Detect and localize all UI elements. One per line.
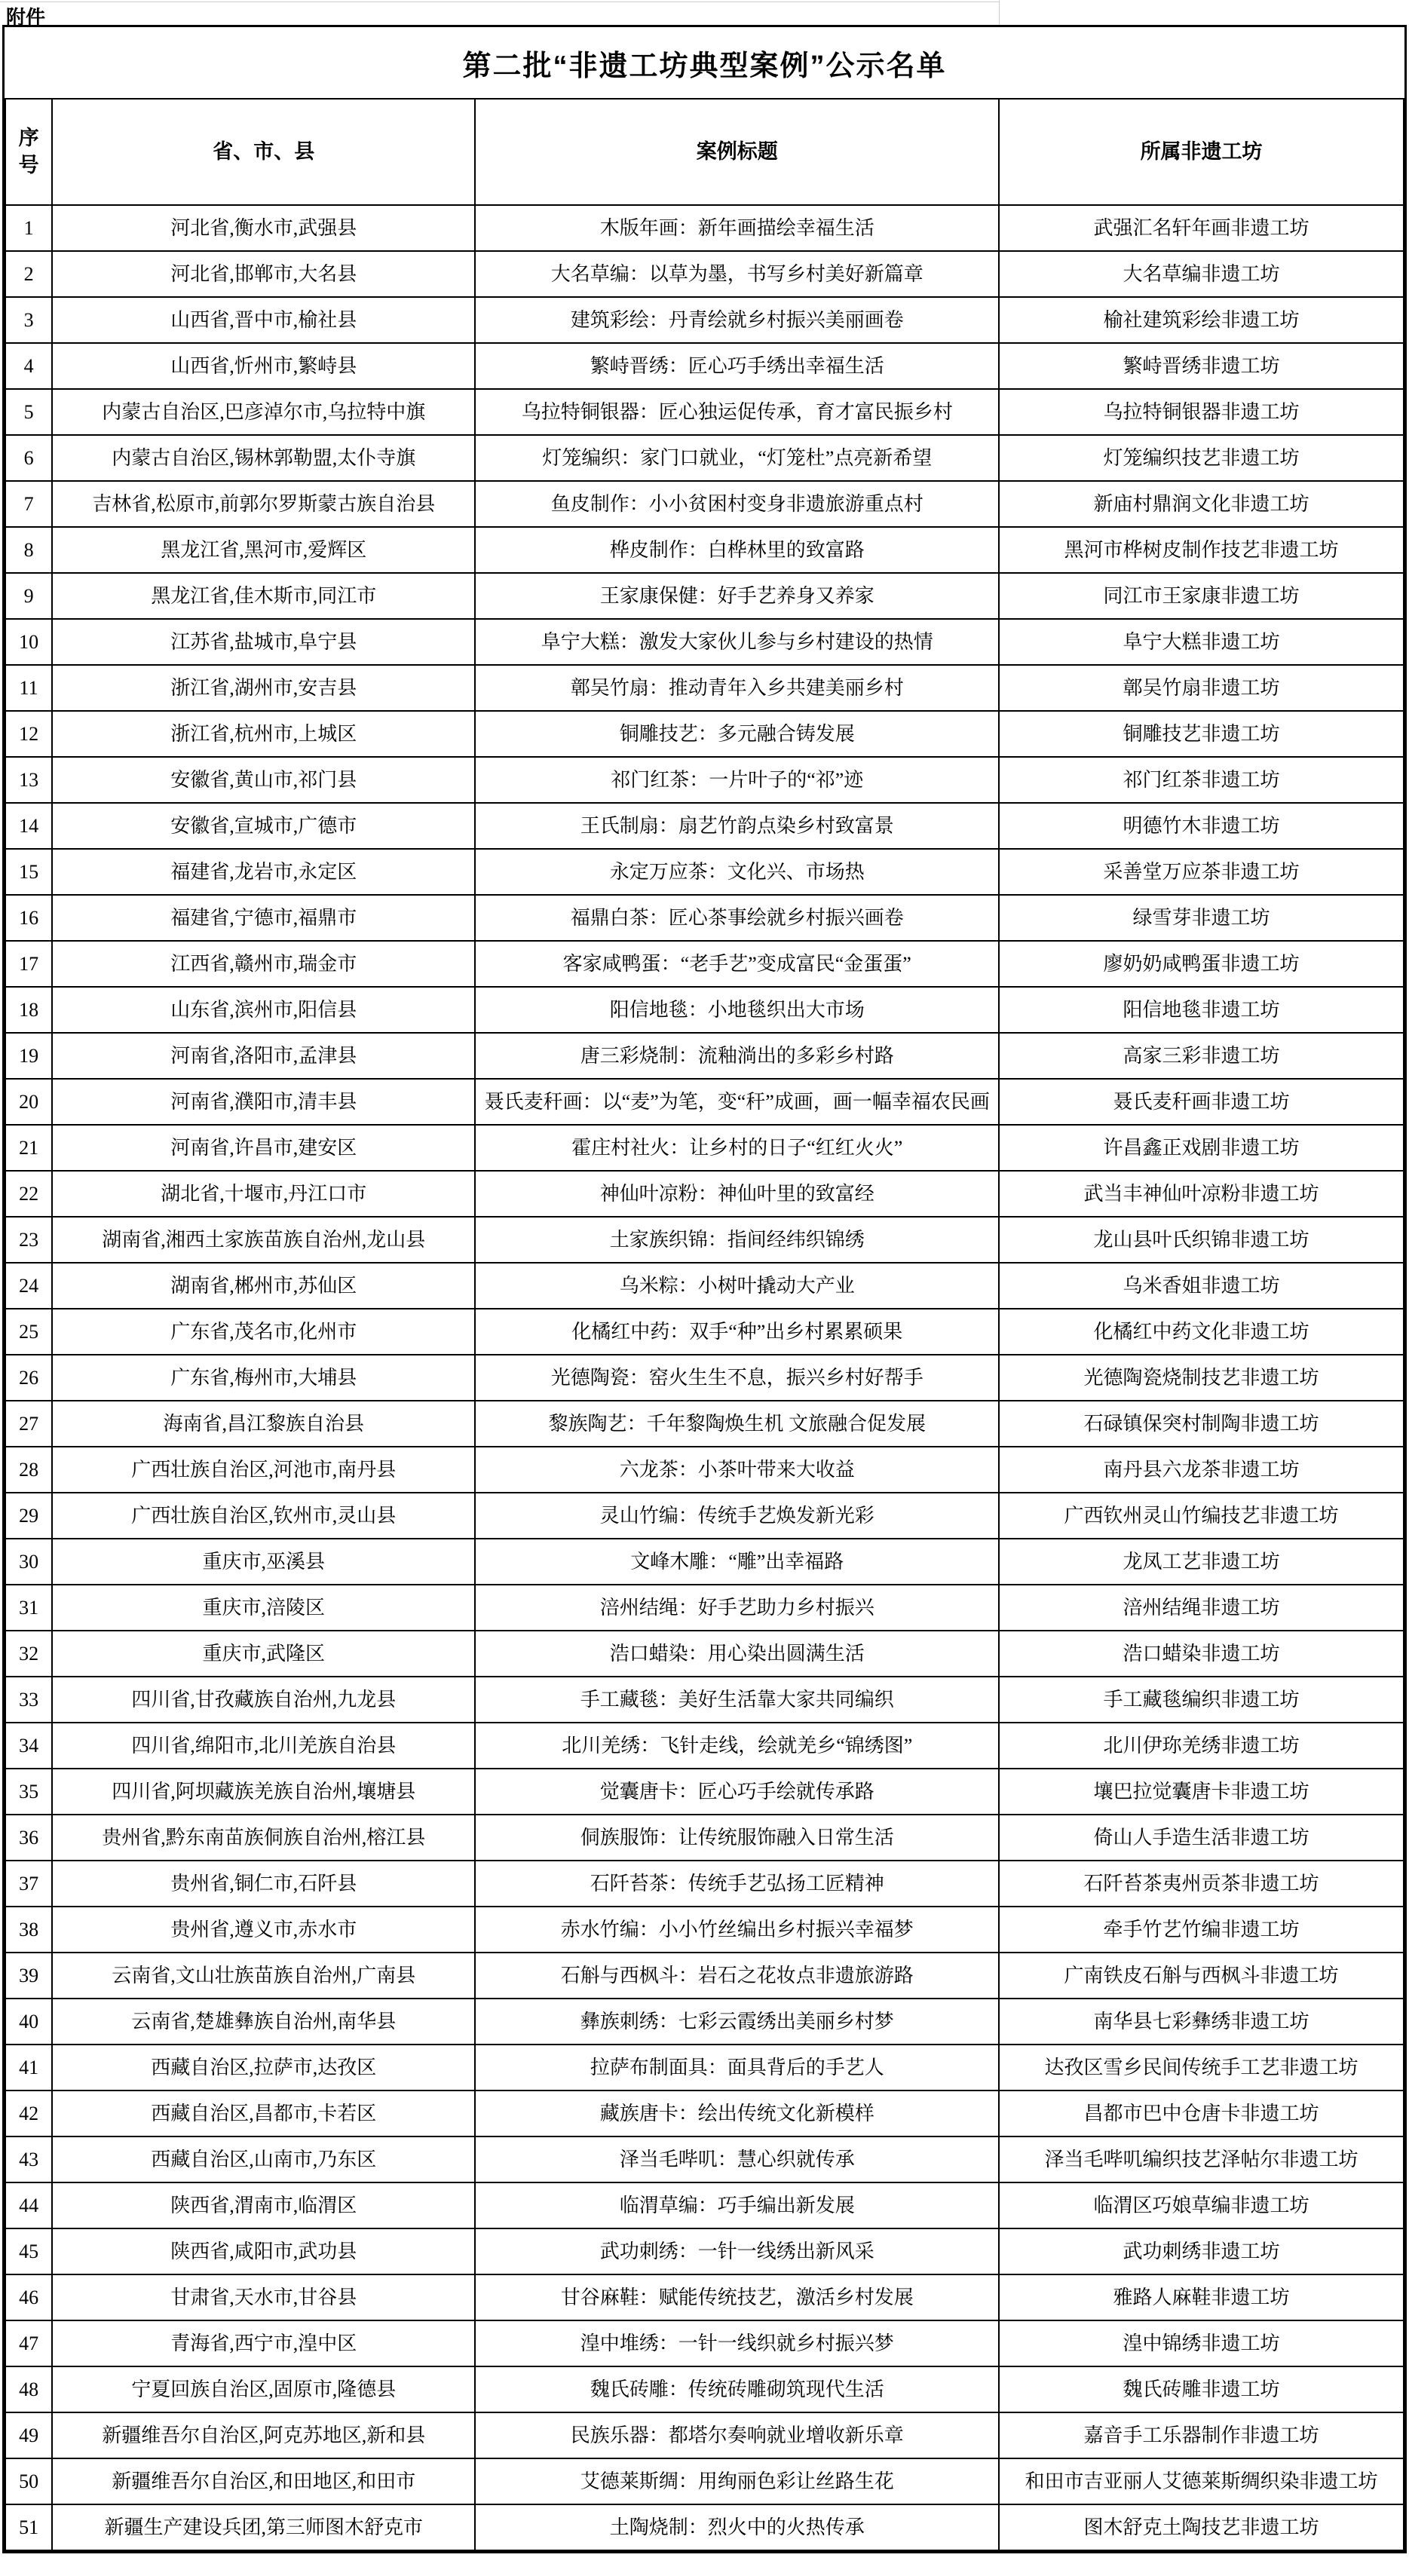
row-workshop: 倚山人手造生活非遗工坊	[999, 1815, 1404, 1861]
row-workshop: 魏氏砖雕非遗工坊	[999, 2366, 1404, 2412]
row-case-title: 藏族唐卡：绘出传统文化新模样	[475, 2091, 999, 2136]
spreadsheet-gridline-vertical	[999, 0, 1000, 25]
row-no: 48	[5, 2366, 52, 2412]
row-workshop: 广南铁皮石斛与西枫斗非遗工坊	[999, 1953, 1404, 1999]
row-case-title: 鱼皮制作：小小贫困村变身非遗旅游重点村	[475, 481, 999, 527]
row-case-title: 泽当毛哔叽：慧心织就传承	[475, 2136, 999, 2182]
row-workshop: 和田市吉亚丽人艾德莱斯绸织染非遗工坊	[999, 2458, 1404, 2504]
row-case-title: 土家族织锦：指间经纬织锦绣	[475, 1217, 999, 1263]
row-no: 16	[5, 895, 52, 941]
table-row	[5, 2458, 1404, 2504]
table-row	[5, 1217, 1404, 1263]
row-region: 云南省,文山壮族苗族自治州,广南县	[52, 1953, 475, 1999]
row-workshop: 嘉音手工乐器制作非遗工坊	[999, 2412, 1404, 2458]
table-row	[5, 1493, 1404, 1539]
row-region: 新疆维吾尔自治区,和田地区,和田市	[52, 2458, 475, 2504]
row-no: 19	[5, 1033, 52, 1079]
row-region: 河南省,濮阳市,清丰县	[52, 1079, 475, 1125]
row-case-title: 木版年画：新年画描绘幸福生活	[475, 205, 999, 251]
row-case-title: 赤水竹编：小小竹丝编出乡村振兴幸福梦	[475, 1907, 999, 1953]
row-region: 广西壮族自治区,钦州市,灵山县	[52, 1493, 475, 1539]
table-row	[5, 1355, 1404, 1401]
table-row	[5, 2412, 1404, 2458]
row-region: 广东省,茂名市,化州市	[52, 1309, 475, 1355]
row-region: 四川省,甘孜藏族自治州,九龙县	[52, 1677, 475, 1723]
case-list-table	[5, 98, 1404, 2551]
row-region: 四川省,绵阳市,北川羌族自治县	[52, 1723, 475, 1769]
row-region: 江苏省,盐城市,阜宁县	[52, 619, 475, 665]
row-region: 浙江省,杭州市,上城区	[52, 711, 475, 757]
row-workshop: 新庙村鼎润文化非遗工坊	[999, 481, 1404, 527]
table-row	[5, 2274, 1404, 2320]
table-row	[5, 1539, 1404, 1585]
row-workshop: 达孜区雪乡民间传统手工艺非遗工坊	[999, 2045, 1404, 2091]
row-case-title: 文峰木雕：“雕”出幸福路	[475, 1539, 999, 1585]
table-row	[5, 1171, 1404, 1217]
row-workshop: 明德竹木非遗工坊	[999, 803, 1404, 849]
document-table	[2, 25, 1407, 2553]
row-workshop: 聂氏麦秆画非遗工坊	[999, 1079, 1404, 1125]
table-row	[5, 987, 1404, 1033]
row-no: 44	[5, 2182, 52, 2228]
row-region: 福建省,龙岩市,永定区	[52, 849, 475, 895]
row-workshop: 南丹县六龙茶非遗工坊	[999, 1447, 1404, 1493]
table-row	[5, 2504, 1404, 2550]
row-workshop: 牵手竹艺竹编非遗工坊	[999, 1907, 1404, 1953]
table-row	[5, 435, 1404, 481]
row-no: 12	[5, 711, 52, 757]
row-case-title: 繁峙晋绣：匠心巧手绣出幸福生活	[475, 343, 999, 389]
row-no: 41	[5, 2045, 52, 2091]
table-row	[5, 1999, 1404, 2045]
row-no: 30	[5, 1539, 52, 1585]
row-workshop: 黑河市桦树皮制作技艺非遗工坊	[999, 527, 1404, 573]
table-row	[5, 1769, 1404, 1815]
table-row	[5, 1033, 1404, 1079]
row-workshop: 浩口蜡染非遗工坊	[999, 1631, 1404, 1677]
row-case-title: 福鼎白茶：匠心茶事绘就乡村振兴画卷	[475, 895, 999, 941]
table-row	[5, 1907, 1404, 1953]
row-case-title: 土陶烧制：烈火中的火热传承	[475, 2504, 999, 2550]
row-no: 11	[5, 665, 52, 711]
row-region: 云南省,楚雄彝族自治州,南华县	[52, 1999, 475, 2045]
row-no: 1	[5, 205, 52, 251]
table-row	[5, 1723, 1404, 1769]
table-row	[5, 619, 1404, 665]
row-no: 35	[5, 1769, 52, 1815]
row-workshop: 同江市王家康非遗工坊	[999, 573, 1404, 619]
row-case-title: 阜宁大糕：激发大家伙儿参与乡村建设的热情	[475, 619, 999, 665]
row-case-title: 手工藏毯：美好生活靠大家共同编织	[475, 1677, 999, 1723]
row-case-title: 鄣吴竹扇：推动青年入乡共建美丽乡村	[475, 665, 999, 711]
table-row	[5, 343, 1404, 389]
row-case-title: 霍庄村社火：让乡村的日子“红红火火”	[475, 1125, 999, 1171]
row-region: 安徽省,宣城市,广德市	[52, 803, 475, 849]
row-no: 27	[5, 1401, 52, 1447]
row-workshop: 廖奶奶咸鸭蛋非遗工坊	[999, 941, 1404, 987]
row-no: 31	[5, 1585, 52, 1631]
row-no: 4	[5, 343, 52, 389]
row-workshop: 昌都市巴中仓唐卡非遗工坊	[999, 2091, 1404, 2136]
row-no: 39	[5, 1953, 52, 1999]
header-row	[5, 99, 1404, 205]
table-row	[5, 941, 1404, 987]
row-case-title: 民族乐器：都塔尔奏响就业增收新乐章	[475, 2412, 999, 2458]
row-no: 34	[5, 1723, 52, 1769]
row-workshop: 南华县七彩彝绣非遗工坊	[999, 1999, 1404, 2045]
row-workshop: 光德陶瓷烧制技艺非遗工坊	[999, 1355, 1404, 1401]
row-workshop: 石碌镇保突村制陶非遗工坊	[999, 1401, 1404, 1447]
row-case-title: 唐三彩烧制：流釉淌出的多彩乡村路	[475, 1033, 999, 1079]
row-workshop: 祁门红茶非遗工坊	[999, 757, 1404, 803]
row-no: 42	[5, 2091, 52, 2136]
row-region: 贵州省,遵义市,赤水市	[52, 1907, 475, 1953]
table-row	[5, 1861, 1404, 1907]
row-no: 36	[5, 1815, 52, 1861]
row-case-title: 乌拉特铜银器：匠心独运促传承，育才富民振乡村	[475, 389, 999, 435]
row-workshop: 武功刺绣非遗工坊	[999, 2228, 1404, 2274]
row-case-title: 拉萨布制面具：面具背后的手艺人	[475, 2045, 999, 2091]
row-no: 51	[5, 2504, 52, 2550]
table-row	[5, 389, 1404, 435]
table-row	[5, 849, 1404, 895]
row-workshop: 雅路人麻鞋非遗工坊	[999, 2274, 1404, 2320]
row-workshop: 许昌鑫正戏剧非遗工坊	[999, 1125, 1404, 1171]
row-region: 广西壮族自治区,河池市,南丹县	[52, 1447, 475, 1493]
row-region: 河北省,衡水市,武强县	[52, 205, 475, 251]
row-case-title: 灵山竹编：传统手艺焕发新光彩	[475, 1493, 999, 1539]
row-case-title: 彝族刺绣：七彩云霞绣出美丽乡村梦	[475, 1999, 999, 2045]
table-row	[5, 2045, 1404, 2091]
row-case-title: 浩口蜡染：用心染出圆满生活	[475, 1631, 999, 1677]
row-case-title: 王家康保健：好手艺养身又养家	[475, 573, 999, 619]
row-case-title: 聂氏麦秆画：以“麦”为笔，变“秆”成画，画一幅幸福农民画	[475, 1079, 999, 1125]
header-workshop: 所属非遗工坊	[999, 99, 1404, 205]
row-case-title: 北川羌绣：飞针走线，绘就羌乡“锦绣图”	[475, 1723, 999, 1769]
row-region: 黑龙江省,黑河市,爱辉区	[52, 527, 475, 573]
row-region: 广东省,梅州市,大埔县	[52, 1355, 475, 1401]
row-case-title: 阳信地毯：小地毯织出大市场	[475, 987, 999, 1033]
row-region: 西藏自治区,山南市,乃东区	[52, 2136, 475, 2182]
row-case-title: 灯笼编织：家门口就业，“灯笼杜”点亮新希望	[475, 435, 999, 481]
row-region: 浙江省,湖州市,安吉县	[52, 665, 475, 711]
row-workshop: 龙山县叶氏织锦非遗工坊	[999, 1217, 1404, 1263]
row-no: 14	[5, 803, 52, 849]
row-no: 32	[5, 1631, 52, 1677]
row-case-title: 魏氏砖雕：传统砖雕砌筑现代生活	[475, 2366, 999, 2412]
row-no: 26	[5, 1355, 52, 1401]
table-row	[5, 1677, 1404, 1723]
row-region: 新疆生产建设兵团,第三师图木舒克市	[52, 2504, 475, 2550]
row-region: 江西省,赣州市,瑞金市	[52, 941, 475, 987]
row-region: 四川省,阿坝藏族羌族自治州,壤塘县	[52, 1769, 475, 1815]
row-workshop: 阜宁大糕非遗工坊	[999, 619, 1404, 665]
table-row	[5, 711, 1404, 757]
table-row	[5, 1309, 1404, 1355]
row-no: 3	[5, 297, 52, 343]
row-no: 47	[5, 2320, 52, 2366]
attachment-label: 附件	[6, 7, 46, 29]
row-no: 8	[5, 527, 52, 573]
row-no: 46	[5, 2274, 52, 2320]
row-case-title: 乌米粽：小树叶撬动大产业	[475, 1263, 999, 1309]
row-workshop: 榆社建筑彩绘非遗工坊	[999, 297, 1404, 343]
row-region: 河南省,洛阳市,孟津县	[52, 1033, 475, 1079]
row-workshop: 乌米香姐非遗工坊	[999, 1263, 1404, 1309]
row-workshop: 广西钦州灵山竹编技艺非遗工坊	[999, 1493, 1404, 1539]
row-workshop: 石阡苔茶夷州贡茶非遗工坊	[999, 1861, 1404, 1907]
row-region: 重庆市,巫溪县	[52, 1539, 475, 1585]
row-region: 贵州省,铜仁市,石阡县	[52, 1861, 475, 1907]
table-row	[5, 2136, 1404, 2182]
table-row	[5, 803, 1404, 849]
table-row	[5, 2320, 1404, 2366]
row-workshop: 铜雕技艺非遗工坊	[999, 711, 1404, 757]
table-row	[5, 573, 1404, 619]
row-case-title: 建筑彩绘：丹青绘就乡村振兴美丽画卷	[475, 297, 999, 343]
row-no: 28	[5, 1447, 52, 1493]
table-row	[5, 665, 1404, 711]
row-case-title: 祁门红茶：一片叶子的“祁”迹	[475, 757, 999, 803]
row-region: 海南省,昌江黎族自治县	[52, 1401, 475, 1447]
row-case-title: 临渭草编：巧手编出新发展	[475, 2182, 999, 2228]
table-row	[5, 205, 1404, 251]
table-row	[5, 527, 1404, 573]
row-no: 33	[5, 1677, 52, 1723]
row-region: 内蒙古自治区,锡林郭勒盟,太仆寺旗	[52, 435, 475, 481]
row-workshop: 涪州结绳非遗工坊	[999, 1585, 1404, 1631]
table-row	[5, 1125, 1404, 1171]
row-case-title: 艾德莱斯绸：用绚丽色彩让丝路生花	[475, 2458, 999, 2504]
row-region: 福建省,宁德市,福鼎市	[52, 895, 475, 941]
table-row	[5, 1585, 1404, 1631]
row-region: 山西省,晋中市,榆社县	[52, 297, 475, 343]
row-case-title: 大名草编：以草为墨，书写乡村美好新篇章	[475, 251, 999, 297]
row-region: 山西省,忻州市,繁峙县	[52, 343, 475, 389]
row-no: 5	[5, 389, 52, 435]
row-region: 宁夏回族自治区,固原市,隆德县	[52, 2366, 475, 2412]
row-no: 50	[5, 2458, 52, 2504]
row-region: 陕西省,咸阳市,武功县	[52, 2228, 475, 2274]
row-case-title: 六龙茶：小茶叶带来大收益	[475, 1447, 999, 1493]
row-workshop: 繁峙晋绣非遗工坊	[999, 343, 1404, 389]
row-workshop: 高家三彩非遗工坊	[999, 1033, 1404, 1079]
header-case-title: 案例标题	[475, 99, 999, 205]
row-case-title: 涪州结绳：好手艺助力乡村振兴	[475, 1585, 999, 1631]
row-case-title: 光德陶瓷：窑火生生不息，振兴乡村好帮手	[475, 1355, 999, 1401]
row-case-title: 觉囊唐卡：匠心巧手绘就传承路	[475, 1769, 999, 1815]
row-region: 河北省,邯郸市,大名县	[52, 251, 475, 297]
row-case-title: 石斛与西枫斗：岩石之花妆点非遗旅游路	[475, 1953, 999, 1999]
row-region: 吉林省,松原市,前郭尔罗斯蒙古族自治县	[52, 481, 475, 527]
table-row	[5, 297, 1404, 343]
row-no: 7	[5, 481, 52, 527]
table-row	[5, 1079, 1404, 1125]
table-row	[5, 481, 1404, 527]
row-no: 49	[5, 2412, 52, 2458]
row-case-title: 化橘红中药：双手“种”出乡村累累硕果	[475, 1309, 999, 1355]
row-workshop: 绿雪芽非遗工坊	[999, 895, 1404, 941]
row-no: 17	[5, 941, 52, 987]
row-workshop: 壤巴拉觉囊唐卡非遗工坊	[999, 1769, 1404, 1815]
row-workshop: 采善堂万应茶非遗工坊	[999, 849, 1404, 895]
row-no: 20	[5, 1079, 52, 1125]
table-row	[5, 2366, 1404, 2412]
row-no: 13	[5, 757, 52, 803]
table-row	[5, 251, 1404, 297]
table-row	[5, 1401, 1404, 1447]
row-region: 山东省,滨州市,阳信县	[52, 987, 475, 1033]
row-no: 29	[5, 1493, 52, 1539]
row-region: 湖南省,郴州市,苏仙区	[52, 1263, 475, 1309]
row-no: 40	[5, 1999, 52, 2045]
row-region: 湖南省,湘西土家族苗族自治州,龙山县	[52, 1217, 475, 1263]
row-workshop: 灯笼编织技艺非遗工坊	[999, 435, 1404, 481]
row-case-title: 石阡苔茶：传统手艺弘扬工匠精神	[475, 1861, 999, 1907]
row-case-title: 侗族服饰：让传统服饰融入日常生活	[475, 1815, 999, 1861]
row-no: 24	[5, 1263, 52, 1309]
row-case-title: 铜雕技艺：多元融合铸发展	[475, 711, 999, 757]
row-no: 2	[5, 251, 52, 297]
row-region: 西藏自治区,昌都市,卡若区	[52, 2091, 475, 2136]
row-case-title: 桦皮制作：白桦林里的致富路	[475, 527, 999, 573]
row-workshop: 大名草编非遗工坊	[999, 251, 1404, 297]
header-no: 序号	[5, 99, 52, 205]
row-no: 22	[5, 1171, 52, 1217]
table-row	[5, 2228, 1404, 2274]
row-case-title: 甘谷麻鞋：赋能传统技艺，激活乡村发展	[475, 2274, 999, 2320]
row-no: 37	[5, 1861, 52, 1907]
table-row	[5, 2182, 1404, 2228]
row-region: 河南省,许昌市,建安区	[52, 1125, 475, 1171]
row-case-title: 黎族陶艺：千年黎陶焕生机 文旅融合促发展	[475, 1401, 999, 1447]
row-workshop: 临渭区巧娘草编非遗工坊	[999, 2182, 1404, 2228]
row-workshop: 武当丰神仙叶凉粉非遗工坊	[999, 1171, 1404, 1217]
row-no: 43	[5, 2136, 52, 2182]
row-no: 9	[5, 573, 52, 619]
row-workshop: 阳信地毯非遗工坊	[999, 987, 1404, 1033]
row-case-title: 神仙叶凉粉：神仙叶里的致富经	[475, 1171, 999, 1217]
table-row	[5, 1263, 1404, 1309]
row-workshop: 鄣吴竹扇非遗工坊	[999, 665, 1404, 711]
table-row	[5, 1953, 1404, 1999]
row-workshop: 湟中锦绣非遗工坊	[999, 2320, 1404, 2366]
top-strip	[0, 0, 1409, 29]
row-case-title: 武功刺绣：一针一线绣出新风采	[475, 2228, 999, 2274]
row-region: 陕西省,渭南市,临渭区	[52, 2182, 475, 2228]
row-no: 6	[5, 435, 52, 481]
row-region: 内蒙古自治区,巴彦淖尔市,乌拉特中旗	[52, 389, 475, 435]
table-row	[5, 1815, 1404, 1861]
row-region: 重庆市,武隆区	[52, 1631, 475, 1677]
row-no: 23	[5, 1217, 52, 1263]
header-region: 省、市、县	[52, 99, 475, 205]
row-case-title: 客家咸鸭蛋：“老手艺”变成富民“金蛋蛋”	[475, 941, 999, 987]
row-region: 湖北省,十堰市,丹江口市	[52, 1171, 475, 1217]
row-region: 甘肃省,天水市,甘谷县	[52, 2274, 475, 2320]
row-no: 15	[5, 849, 52, 895]
table-row	[5, 2091, 1404, 2136]
table-row	[5, 757, 1404, 803]
table-row	[5, 895, 1404, 941]
row-case-title: 湟中堆绣：一针一线织就乡村振兴梦	[475, 2320, 999, 2366]
row-no: 18	[5, 987, 52, 1033]
row-region: 黑龙江省,佳木斯市,同江市	[52, 573, 475, 619]
row-workshop: 化橘红中药文化非遗工坊	[999, 1309, 1404, 1355]
row-workshop: 北川伊珎羌绣非遗工坊	[999, 1723, 1404, 1769]
row-region: 西藏自治区,拉萨市,达孜区	[52, 2045, 475, 2091]
row-no: 45	[5, 2228, 52, 2274]
row-region: 青海省,西宁市,湟中区	[52, 2320, 475, 2366]
row-case-title: 永定万应茶：文化兴、市场热	[475, 849, 999, 895]
table-row	[5, 1631, 1404, 1677]
row-region: 重庆市,涪陵区	[52, 1585, 475, 1631]
row-workshop: 乌拉特铜银器非遗工坊	[999, 389, 1404, 435]
row-region: 安徽省,黄山市,祁门县	[52, 757, 475, 803]
table-row	[5, 1447, 1404, 1493]
row-no: 10	[5, 619, 52, 665]
row-workshop: 泽当毛哔叽编织技艺泽帖尔非遗工坊	[999, 2136, 1404, 2182]
row-no: 21	[5, 1125, 52, 1171]
row-no: 38	[5, 1907, 52, 1953]
page-title: 第二批“非遗工坊典型案例”公示名单	[462, 50, 947, 82]
row-workshop: 武强汇名轩年画非遗工坊	[999, 205, 1404, 251]
row-case-title: 王氏制扇：扇艺竹韵点染乡村致富景	[475, 803, 999, 849]
row-region: 新疆维吾尔自治区,阿克苏地区,新和县	[52, 2412, 475, 2458]
row-workshop: 龙凤工艺非遗工坊	[999, 1539, 1404, 1585]
row-workshop: 手工藏毯编织非遗工坊	[999, 1677, 1404, 1723]
row-workshop: 图木舒克土陶技艺非遗工坊	[999, 2504, 1404, 2550]
row-no: 25	[5, 1309, 52, 1355]
row-region: 贵州省,黔东南苗族侗族自治州,榕江县	[52, 1815, 475, 1861]
